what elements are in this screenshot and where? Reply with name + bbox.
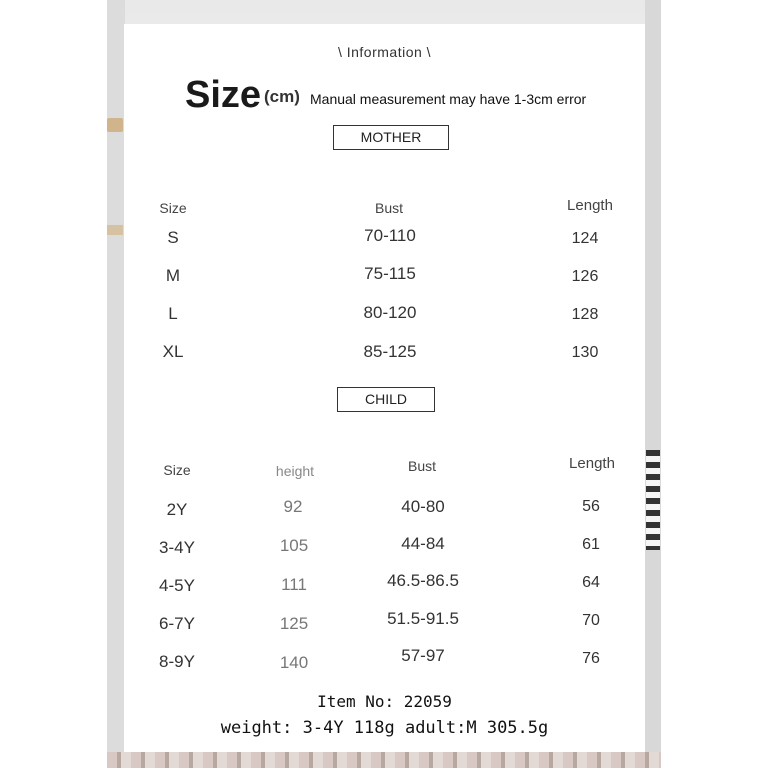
size-chart-card: [124, 24, 645, 752]
child-row-bust: 44-84: [401, 534, 445, 553]
mother-row-bust: 75-115: [364, 264, 416, 283]
mother-row-size: S: [167, 228, 179, 247]
mother-row-bust: 80-120: [363, 303, 417, 322]
child-row-length: 61: [582, 536, 600, 553]
child-row-length: 76: [582, 650, 600, 667]
mother-section-label: MOTHER: [333, 125, 449, 150]
child-row-size: 6-7Y: [159, 614, 195, 633]
mother-row-size: L: [168, 304, 178, 323]
mother-row-size: M: [165, 266, 181, 285]
child-row-bust: 57-97: [401, 646, 445, 665]
mother-header-bust: Bust: [374, 200, 404, 216]
child-row-length: 56: [582, 498, 600, 515]
child-header-size: Size: [163, 462, 191, 478]
item-number: Item No: 22059: [317, 692, 452, 711]
child-row-height: 111: [281, 575, 307, 594]
background-shelf-lower: [107, 225, 123, 235]
mother-header-size: Size: [159, 200, 187, 216]
information-label: \ Information \: [337, 44, 432, 60]
background-rug: [107, 752, 661, 768]
background-wall-left: [107, 0, 125, 768]
child-row-length: 70: [582, 612, 600, 629]
child-row-bust: 51.5-91.5: [387, 609, 459, 628]
background-basket: [646, 450, 660, 550]
mother-row-length: 128: [571, 306, 599, 323]
child-row-bust: 46.5-86.5: [387, 571, 459, 590]
mother-header-length: Length: [567, 197, 613, 214]
measurement-note: Manual measurement may have 1-3cm error: [310, 91, 587, 107]
mother-row-length: 130: [571, 344, 599, 361]
child-header-height: height: [275, 463, 315, 479]
child-row-bust: 40-80: [401, 497, 445, 516]
size-unit: (cm): [264, 87, 300, 106]
child-row-height: 92: [283, 497, 303, 516]
child-row-height: 140: [279, 653, 309, 672]
child-header-bust: Bust: [407, 458, 437, 474]
child-row-size: 4-5Y: [159, 576, 195, 595]
child-section-label: CHILD: [337, 387, 435, 412]
background-wall-right: [645, 0, 661, 768]
mother-row-bust: 85-125: [363, 342, 417, 361]
mother-row-length: 126: [571, 268, 599, 285]
mother-row-size: XL: [162, 342, 184, 361]
weight-info: weight: 3-4Y 118g adult:M 305.5g: [220, 718, 549, 738]
child-row-size: 3-4Y: [159, 538, 195, 557]
child-row-length: 64: [582, 574, 600, 591]
child-row-height: 125: [279, 614, 309, 633]
mother-row-bust: 70-110: [364, 226, 416, 245]
mother-row-length: 124: [571, 230, 599, 247]
child-row-size: 2Y: [166, 500, 188, 519]
child-row-height: 105: [279, 536, 309, 555]
child-row-size: 8-9Y: [159, 652, 195, 671]
size-title: Size: [185, 74, 262, 116]
background-shelf: [107, 118, 123, 132]
child-header-length: Length: [569, 455, 615, 472]
